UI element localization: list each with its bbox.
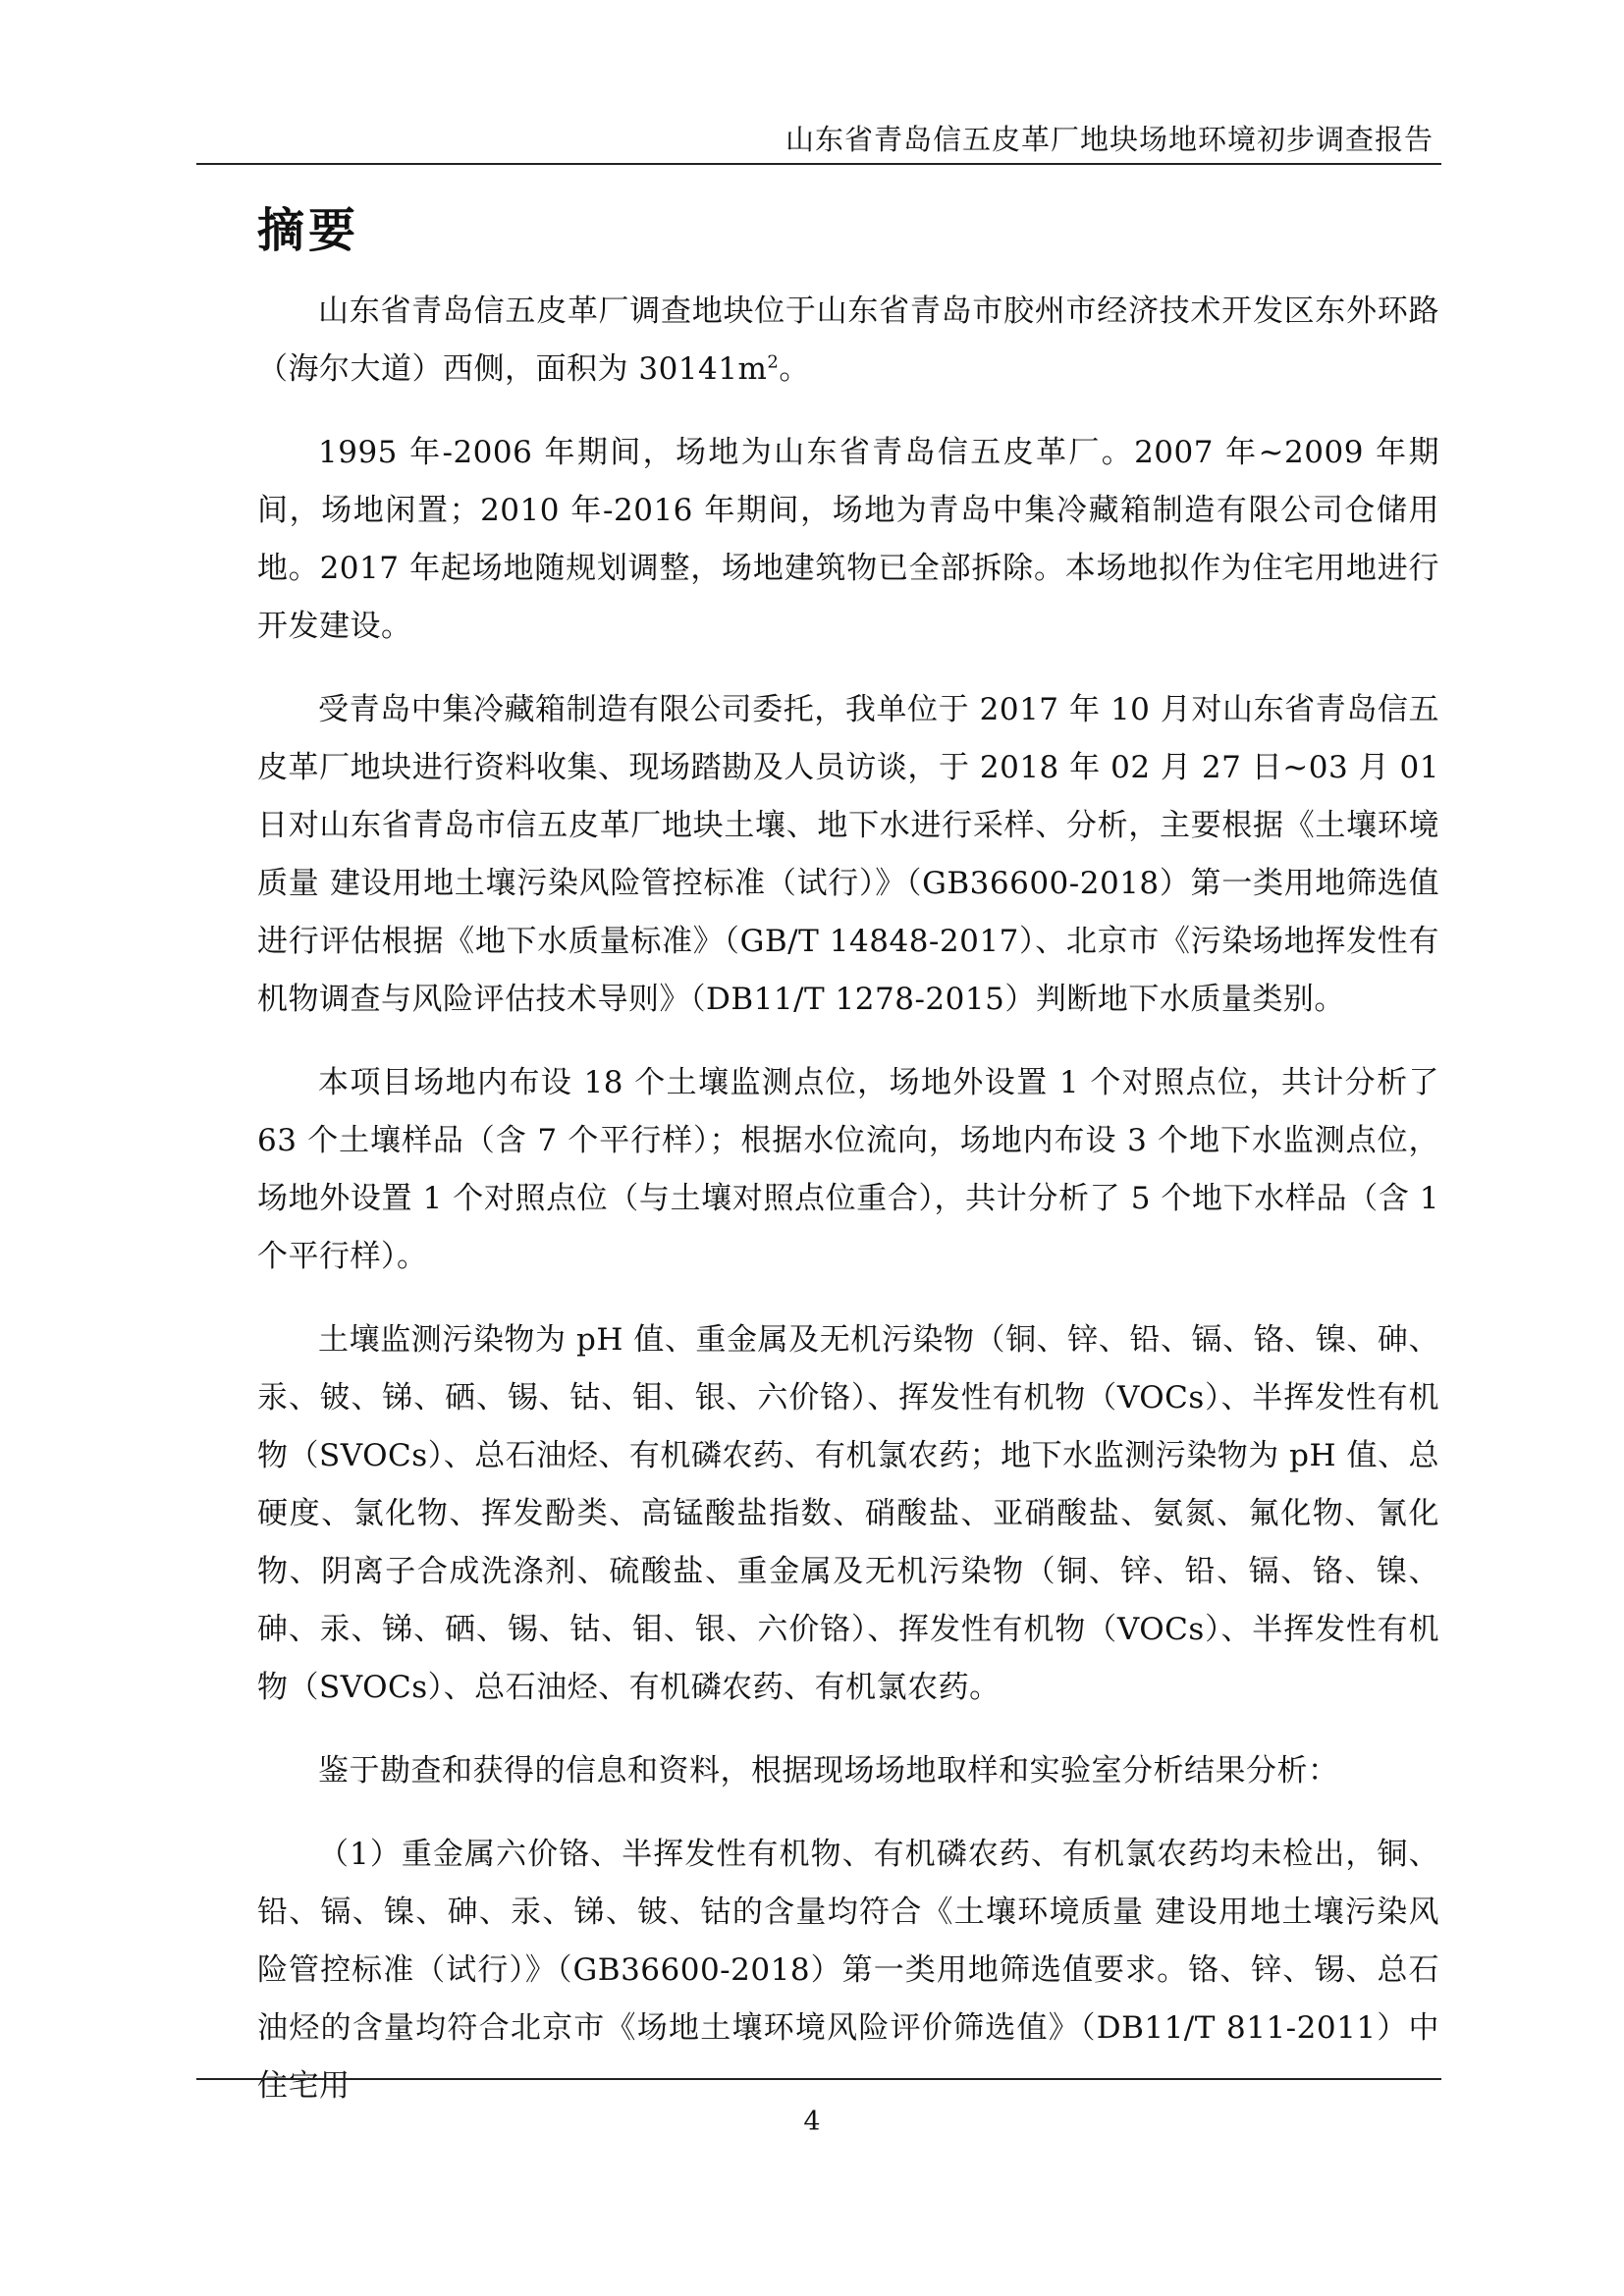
- paragraph-finding-1: （1）重金属六价铬、半挥发性有机物、有机磷农药、有机氯农药均未检出，铜、铅、镉、镍、砷、汞、锑、铍、钴的含量均符合《土壤环境质量 建设用地土壤污染风险管控标准（试行）》（GB36600-2018）第一类用地筛选值要求。铬、锌、锡、总石油烃的含量均符合北京市《场地土壤环境风险评价筛选值》（DB11/T 811-2011）中住宅用: [257, 1837, 1439, 2104]
- page-title: 摘要: [257, 203, 360, 258]
- paragraph-monitoring-points: 本项目场地内布设 18 个土壤监测点位，场地外设置 1 个对照点位，共计分析了 63 个土壤样品（含 7 个平行样）；根据水位流向，场地内布设 3 个地下水监测点位，场地外设置 1 个对照点位（与土壤对照点位重合），共计分析了 5 个地下水样品（含 1 个平行样）。: [257, 1065, 1439, 1274]
- paragraph-investigation-scope: 受青岛中集冷藏箱制造有限公司委托，我单位于 2017 年 10 月对山东省青岛信五皮革厂地块进行资料收集、现场踏勘及人员访谈，于 2018 年 02 月 27 日~03 月 01 日对山东省青岛市信五皮革厂地块土壤、地下水进行采样、分析，主要根据《土壤环境质量 建设用地土壤污染风险管控标准（试行）》（GB36600-2018）第一类用地筛选值进行评估根据《地下水质量标准》（GB/T 14848-2017）、北京市《污染场地挥发性有机物调查与风险评估技术导则》（DB11/T 1278-2015）判断地下水质量类别。: [257, 692, 1439, 1017]
- footer-rule: [196, 2078, 1441, 2080]
- paragraph-site-location-end: 。: [779, 351, 810, 387]
- page-number: 4: [803, 2107, 821, 2137]
- header-title: 山东省青岛信五皮革厂地块场地环境初步调查报告: [785, 123, 1434, 156]
- page-header: [196, 106, 1441, 165]
- paragraph-site-location-text: 山东省青岛信五皮革厂调查地块位于山东省青岛市胶州市经济技术开发区东外环路（海尔大道）西侧，面积为 30141m: [257, 294, 1439, 387]
- paragraph-analysis-intro: 鉴于勘查和获得的信息和资料，根据现场场地取样和实验室分析结果分析：: [318, 1753, 1339, 1789]
- document-body: [257, 283, 1439, 2141]
- paragraph-site-location: [257, 283, 1439, 399]
- paragraph-site-history: 1995 年-2006 年期间，场地为山东省青岛信五皮革厂。2007 年~2009 年期间，场地闲置；2010 年-2016 年期间，场地为青岛中集冷藏箱制造有限公司仓储用地。2017 年起场地随规划调整，场地建筑物已全部拆除。本场地拟作为住宅用地进行开发建设。: [257, 435, 1439, 644]
- area-unit-superscript: 2: [767, 351, 780, 373]
- paragraph-monitored-pollutants: 土壤监测污染物为 pH 值、重金属及无机污染物（铜、锌、铅、镉、铬、镍、砷、汞、铍、锑、硒、锡、钴、钼、银、六价铬）、挥发性有机物（VOCs）、半挥发性有机物（SVOCs）、总石油烃、有机磷农药、有机氯农药；地下水监测污染物为 pH 值、总硬度、氯化物、挥发酚类、高锰酸盐指数、硝酸盐、亚硝酸盐、氨氮、氟化物、氰化物、阴离子合成洗涤剂、硫酸盐、重金属及无机污染物（铜、锌、铅、镉、铬、镍、砷、汞、锑、硒、锡、钴、钼、银、六价铬）、挥发性有机物（VOCs）、半挥发性有机物（SVOCs）、总石油烃、有机磷农药、有机氯农药。: [257, 1322, 1439, 1705]
